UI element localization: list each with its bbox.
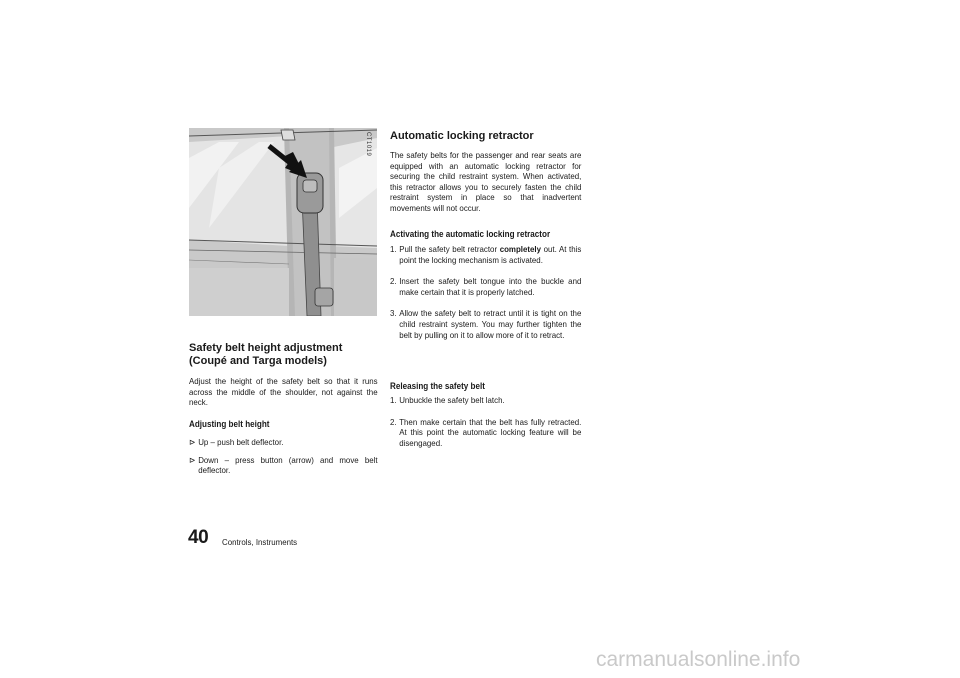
belt-height-heading — [189, 342, 379, 368]
bullet-item — [189, 455, 378, 476]
step-text: Pull the safety belt retractor — [399, 244, 500, 254]
step-text: Then make certain that the belt has fully retracted. At this point the automatic locking feature will be disengaged. — [399, 416, 582, 448]
seatbelt-drawing — [189, 128, 377, 316]
step-number: 1. — [390, 395, 397, 405]
section-name: Controls, Instruments — [222, 537, 298, 547]
step-item — [390, 417, 581, 449]
page-number: 40 — [188, 527, 209, 548]
step-item — [390, 276, 581, 297]
activating-steps — [390, 244, 581, 351]
step-number: 3. — [390, 308, 397, 319]
retractor-heading — [390, 130, 590, 143]
step-number: 1. — [390, 244, 397, 254]
activating-subheading: Activating the automatic locking retractor — [390, 229, 551, 239]
belt-height-bullets — [189, 437, 378, 483]
step-item — [390, 244, 581, 265]
heading-line: (Coupé and Targa models) — [189, 355, 327, 367]
bullet-triangle-icon: ⊳ — [189, 437, 196, 447]
step-emphasis: completely — [499, 244, 542, 254]
step-item — [390, 308, 581, 340]
bullet-triangle-icon: ⊳ — [189, 454, 196, 465]
belt-height-intro: Adjust the height of the safety belt so that it runs across the middle of the shoulder, not against the neck. — [189, 376, 378, 408]
releasing-steps — [390, 395, 581, 459]
step-text: out. At this point the locking mechanism is activated. — [399, 244, 582, 265]
step-text: Insert the safety belt tongue into the buckle and make certain that it is properly latched. — [399, 276, 582, 297]
adjusting-belt-height-subheading: Adjusting belt height — [189, 419, 270, 429]
step-number: 2. — [390, 416, 397, 427]
releasing-subheading: Releasing the safety belt — [390, 381, 485, 391]
step-number: 2. — [390, 276, 397, 287]
watermark[interactable]: carmanualsonline.info — [596, 648, 801, 671]
seatbelt-illustration — [189, 128, 377, 316]
bullet-text: Down – press button (arrow) and move belt deflector. — [198, 454, 378, 476]
heading-line: Safety belt height adjustment — [189, 342, 343, 354]
heading-text: Automatic locking retractor — [390, 130, 534, 142]
step-text: Unbuckle the safety belt latch. — [399, 395, 505, 405]
figure-code: CT1019 — [365, 132, 371, 157]
step-item — [390, 395, 581, 406]
bullet-item — [189, 437, 378, 448]
bullet-text: Up – push belt deflector. — [198, 437, 284, 447]
step-text: Allow the safety belt to retract until it is tight on the child restraint system. You may further tighten the belt by pulling on it to allow more of it to retract. — [399, 308, 582, 340]
retractor-intro: The safety belts for the passenger and rear seats are equipped with an automatic locking retractor for securing the child restraint system. When activated, this retractor allows you to securely fasten the child restraint system in place so that inadvertent movements will not occur. — [390, 150, 582, 213]
